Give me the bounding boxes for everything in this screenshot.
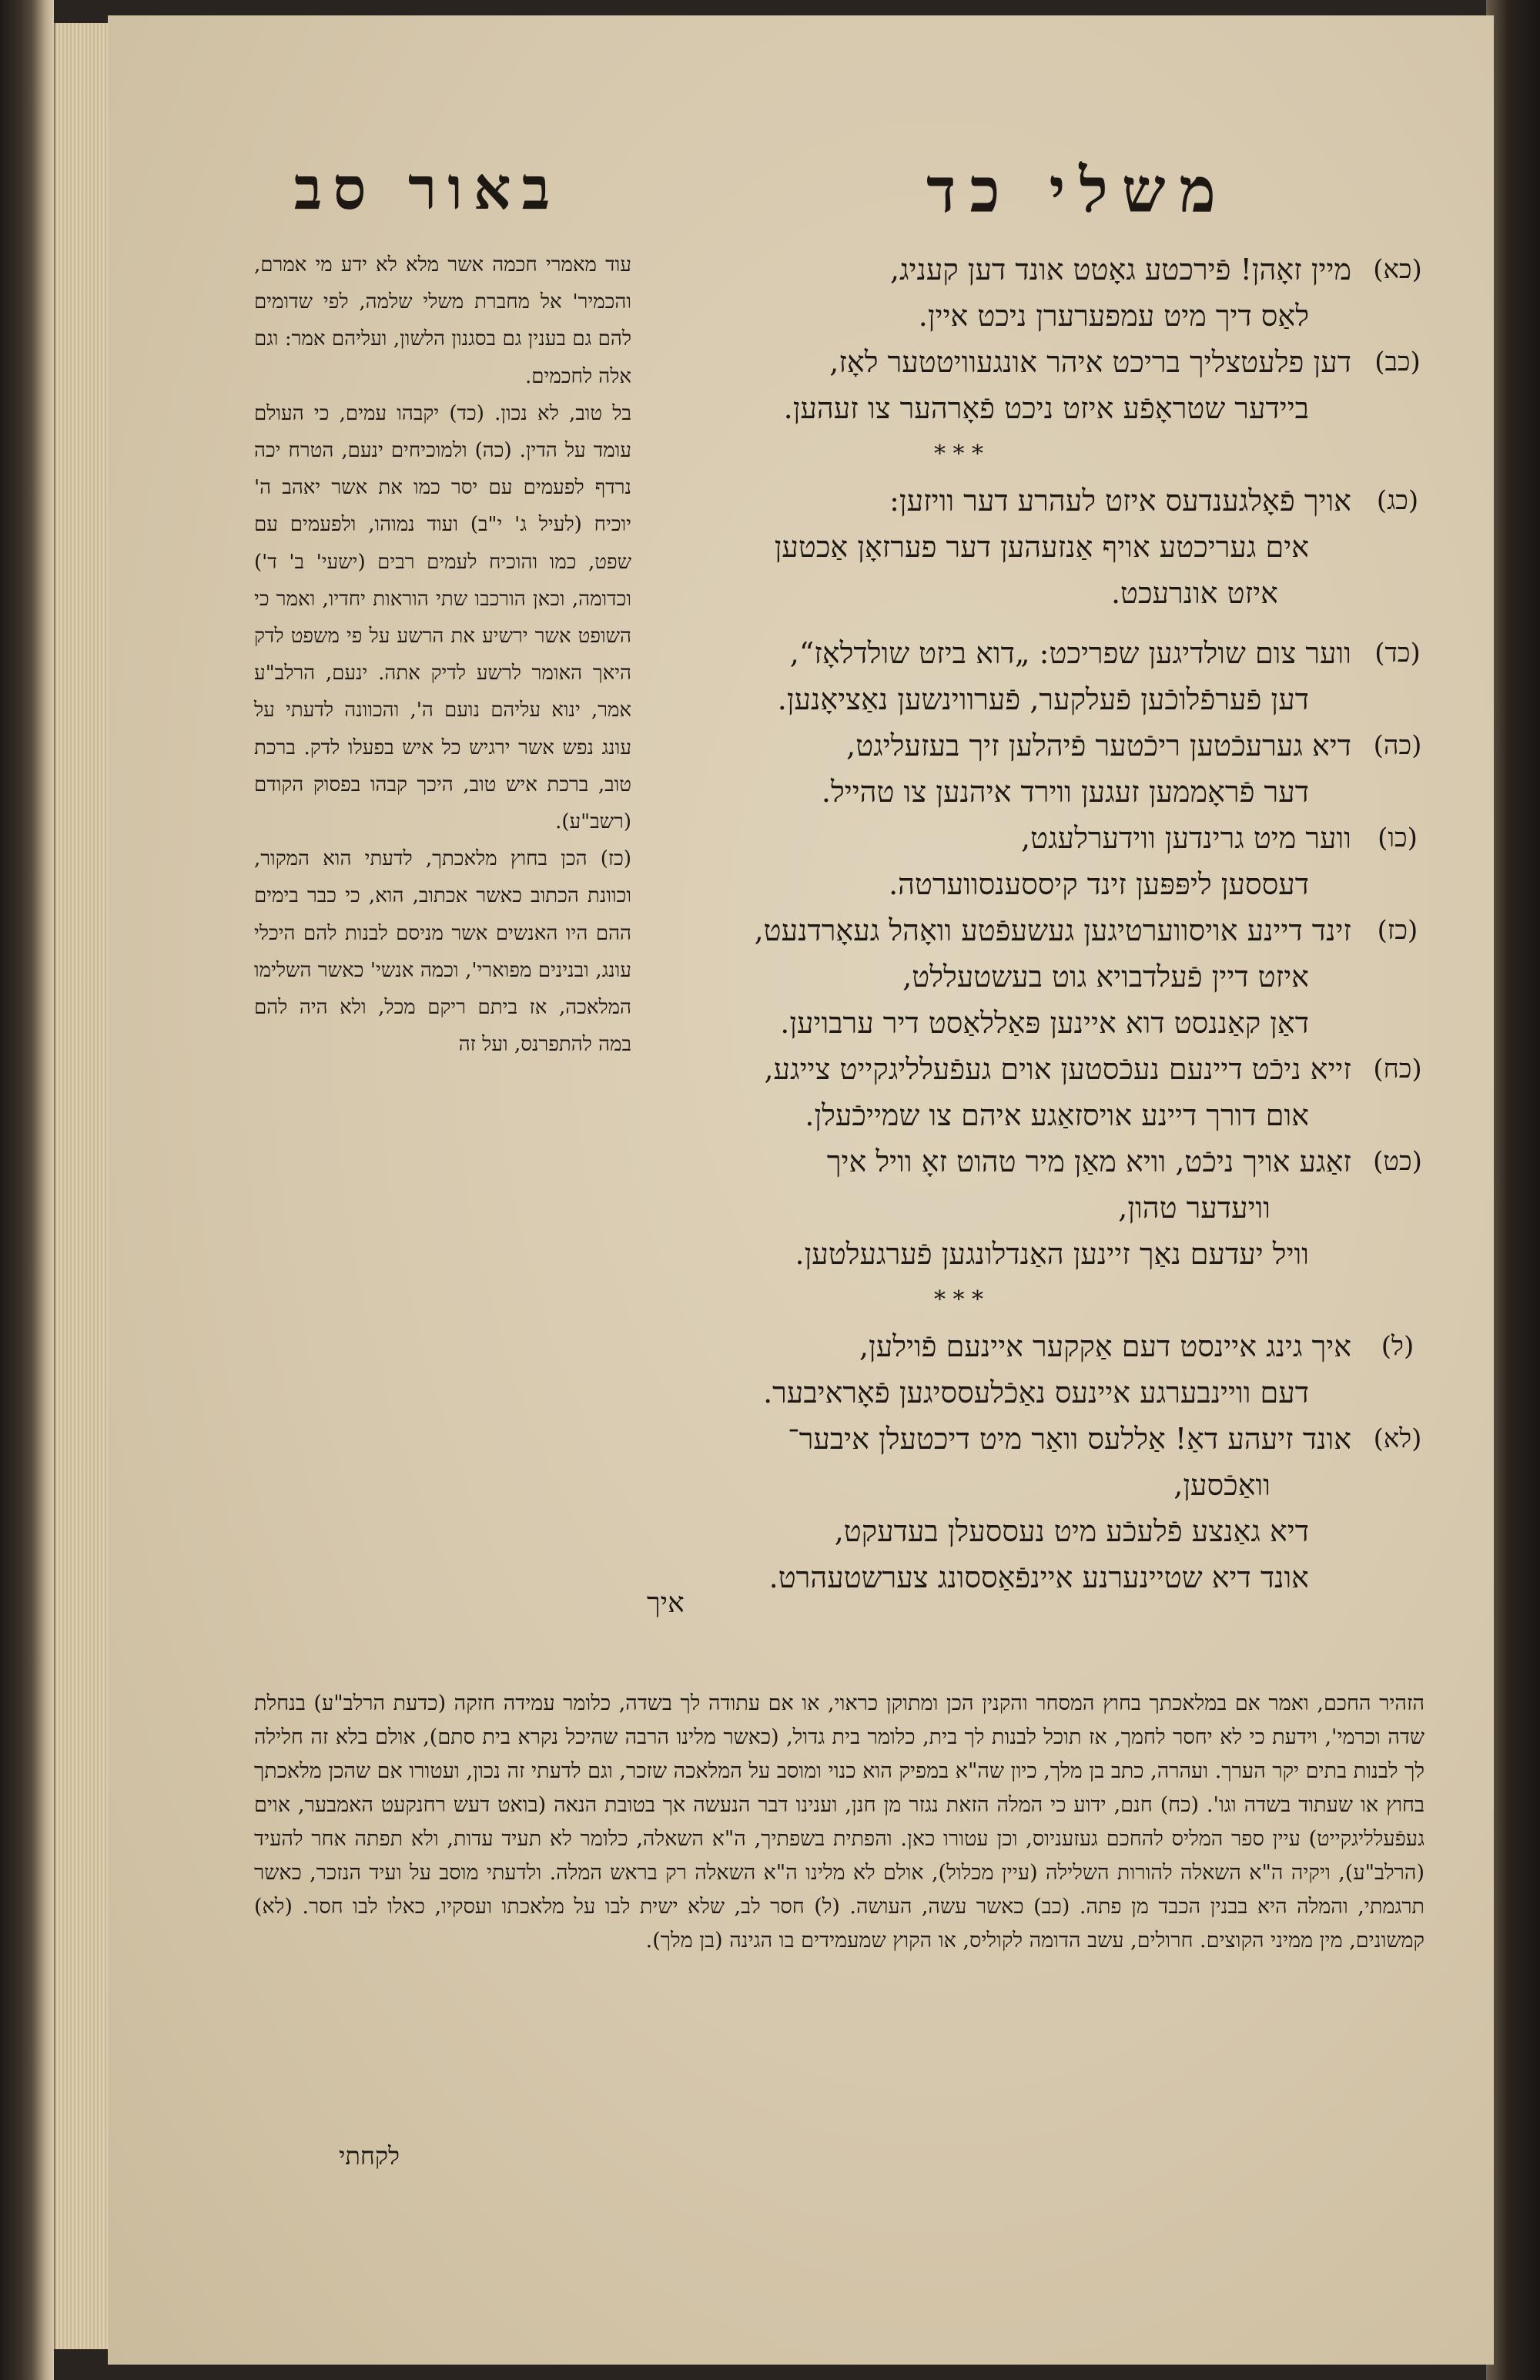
verse-line [647,1554,1424,1601]
verse-line [647,1323,1424,1369]
verse-number: (ל) [1381,1331,1414,1362]
verse-number: (כא) [1373,254,1422,285]
verse-text: איזט דיין פֿעלדבויא גוט בעשטעללט, [902,960,1309,994]
verse-line [647,339,1424,385]
verse-text: איך גינג איינסט דעם אַקקער איינעם פֿוילען, [859,1329,1351,1363]
commentary-column [254,246,631,1063]
commentary-paragraph: (כז) הכן בחוץ מלאכתך, לדעתי הוא המקור, וכוונת הכתוב כאשר אכתוב, הוא, כי כבר בימים ההם היו האנשים אשר מניסם לבנות להם היכלי עונג, ובנינים מפוארי', וכמה אנשי' כאשר השלימו המלאכה, אז ביתם ריקם מכל, ולא היה להם במה להתפרנס, ועל זה [254,847,632,1057]
verses-column [647,246,1424,1601]
verse-text: אונד דיא שטיינערנע איינפֿאַססונג צערשטעהרט. [768,1560,1309,1594]
verse-line [647,815,1424,861]
verse-line [647,385,1424,431]
verse-line [647,1138,1424,1185]
catchword: איך [647,1587,685,1619]
verse-text: דער פֿראָממען זעגען ווירד איהנען צו טהייל. [821,775,1309,809]
section-divider-stars: * * * [933,1286,984,1313]
verse-text: דאַן קאַננסט דוא איינען פּאַללאַסט דיר ערבויען. [780,1006,1309,1040]
book-gutter [1486,0,1540,2380]
verse-number: (כה) [1373,730,1422,761]
verse-line [647,1000,1424,1046]
book-binding-edge [0,0,54,2380]
verse-text: לאַס דיך מיט עמפערערן ניכט איין. [918,299,1309,333]
verse-line [647,1231,1424,1277]
verse-text: ווער מיט גרינדען ווידערלעגט, [1020,821,1351,855]
page-title-biur: באור סב [293,154,561,223]
commentary-paragraph: בל טוב, לא נכון. (כד) יקבהו עמים, כי העולם עומד על הדין. (כה) ולמוכיחים ינעם, הטרח יכה נרדף לפעמים עם יסר כמו את אשר יאהב ה' יוכיח (לעיל ג' י"ב) ועוד נמוהו, ולפעמים עם שפט, כמו והוכיח לעמים רבים (ישעי' ב' ד') וכדומה, וכאן הורכבו שתי הוראות יחדיו, ואמר כי השופט אשר ירשיע את הרשע על פי משפט לדק היאך האומר לרשע לדיק אתה. ינעם, הרלב"ע אמר, ינוא עליהם נועם ה', והכוונה לדעתי על עונג נפש אשר ירגיש כל איש בפעלו לדק. ברכת טוב, ברכת איש טוב, היכך קבהו בפסוק הקודם (רשב"ע). [254,401,631,834]
verse-line [647,722,1424,769]
verse-line [647,293,1424,339]
verse-text: זינד דיינע אויסווערטיגען געשעפֿטע וואָהל געאָרדנעט, [754,913,1351,947]
verse-text: וויל יעדעם נאַך זיינען האַנדלונגען פֿערגעלטען. [795,1237,1309,1271]
verse-text: אים געריכטע אויף אַנזעהען דער פערזאָן אַכטען [774,530,1309,564]
verse-text: דען פֿערפֿלוכֿען פֿעלקער, פֿערווינשען נאַציאָנען. [777,682,1309,716]
verse-line [647,676,1424,722]
verse-line [647,478,1424,524]
verse-number: (כט) [1373,1146,1422,1177]
verse-line [647,1508,1424,1554]
verse-text: דעססען ליפּפּען זינד קיססענסווערטה. [889,867,1309,901]
verse-line [647,524,1424,570]
verse-text: דיא גערעכֿטען ריכֿטער פֿיהלען זיך בעזעליגט, [846,729,1351,763]
verse-text: זייא ניכֿט דיינעם נעכֿסטען אוים געפֿעלליגקייט צייגע, [764,1052,1351,1086]
verse-text: ווער צום שולדיגען שפריכט: „דוא ביזט שולדלאָז“, [789,636,1351,670]
verse-line [647,769,1424,815]
verse-number: (כו) [1378,823,1418,853]
commentary-paragraph: עוד מאמרי חכמה אשר מלא לא ידע מי אמרם, והכמיר' אל מחברת משלי שלמה, לפי שדומים להם גם בענין גם בסגנון הלשון, ועליהם אמר: וגם אלה לחכמים. [254,253,631,388]
verse-number: (כד) [1374,638,1421,669]
verse-text: וואַכֿסען, [1173,1468,1270,1502]
verse-number: (כב) [1374,347,1421,377]
verse-line [647,1092,1424,1138]
verse-line [647,1369,1424,1416]
verse-line [647,630,1424,676]
verse-text: דעם וויינבערגע איינעס נאַכֿלעססיגען פֿאָראיבער. [763,1376,1309,1410]
page-title-mishlei: משלי כד [926,154,1230,226]
verse-text: איזט אונרעכט. [1110,576,1278,610]
verse-number: (כז) [1377,915,1418,946]
bottom-commentary-notes: הזהיר החכם, ואמר אם במלאכתך בחוץ המסחר והקנין הכן ומתוקן כראוי, או אם עתודה לך בשדה, כלומר עמידה חזקה (כדעת הרלב"ע) בנחלת שדה וכרמי', וידעת כי לא יחסר לחמך, אז תוכל לבנות לך בית, כלומר בית גדול, (כאשר מלינו הרבה שהיכל נקרא בית סתם), אולם בלא זה חלילה לך לבנות בתים יקר הערך. ועהרה, כתב בן מלך, כיון שה"א במפיק הוא כנוי ומוסב על המלאכה שזכר, וגם לדעתי זה נכון, ועטורו אם שהכן מלאכתך בחוץ או שעתוד בשדה וגו'. (כח) חנם, ידוע כי המלה הזאת נגזר מן חנן, וענינו דבר הנעשה אך בטובת הנאה (בואט דעש רחנקעט האמבער, אוים געפֿעלליגקייט) עיין ספר המליס להחכם געזעניוס, וכן עטורו כאן. והפתית בשפתיך, ה"א השאלה, כלומר לא תעיד עדות, ולא תפתה אחר להעיד (הרלב"ע), ויקיה ה"א השאלה להורות השלילה (עיין מכלול), אולם לא מלינו ה"א השאלה רק בראש המלה. ולדעתי מוסב על ועיד הנזכר, כאשר תרגמתי, והמלה היא בבנין הכבד מן פתה. (כב) כאשר עשה, העושה. (ל) חסר לב, שלא ישית לבו על מלאכתו ועסקיו, כאלו לבו חסר. (לא) קמשונים, מין ממיני הקוצים. חרולים, עשב הדומה לקוליס, או הקוץ שמעמידים בו הגינה (בן מלך). [254,1691,1424,1953]
verse-text: אום דורך דיינע אויסזאַגע איהם צו שמייכֿעלן. [805,1098,1309,1132]
verse-text: אונד זיעהע דאַ! אַללעס וואַר מיט דיכטעלן איבער־ [788,1422,1351,1456]
verse-line [647,861,1424,907]
verse-line [647,1462,1424,1508]
verse-text: מיין זאָהן! פֿירכטע גאָטט אונד דען קעניג, [889,253,1351,287]
verse-line [647,570,1424,616]
verse-line [647,1185,1424,1231]
verse-line [647,907,1424,954]
verse-number: (כג) [1376,485,1419,516]
verse-line [647,954,1424,1000]
verse-number: (כח) [1373,1054,1422,1084]
verse-line [647,246,1424,293]
verse-line [647,1046,1424,1092]
verse-text: דען פלעטצליך בריכט איהר אונגעוויטטער לאָז, [829,345,1351,379]
verse-text: דיא גאַנצע פֿלעכֿע מיט נעססעלן בעדעקט, [834,1514,1309,1548]
verse-number: (לא) [1373,1423,1422,1454]
verse-text: אויך פֿאָלגענדעס איזט לעהרע דער וויזען: [889,484,1351,518]
verse-text: וויעדער טהון, [1118,1191,1270,1225]
catchword-bottom: לקחתי [339,2141,400,2170]
page-stack-edge [54,23,109,2349]
verse-text: זאַגע אויך ניכֿט, וויא מאַן מיר טהוט זאָ וויל איך [826,1145,1351,1178]
verse-text: ביידער שטראָפֿע איזט ניכט פֿאָרהער צו זעהען. [783,391,1309,425]
verse-line [647,1416,1424,1462]
section-divider-stars: * * * [933,441,984,468]
